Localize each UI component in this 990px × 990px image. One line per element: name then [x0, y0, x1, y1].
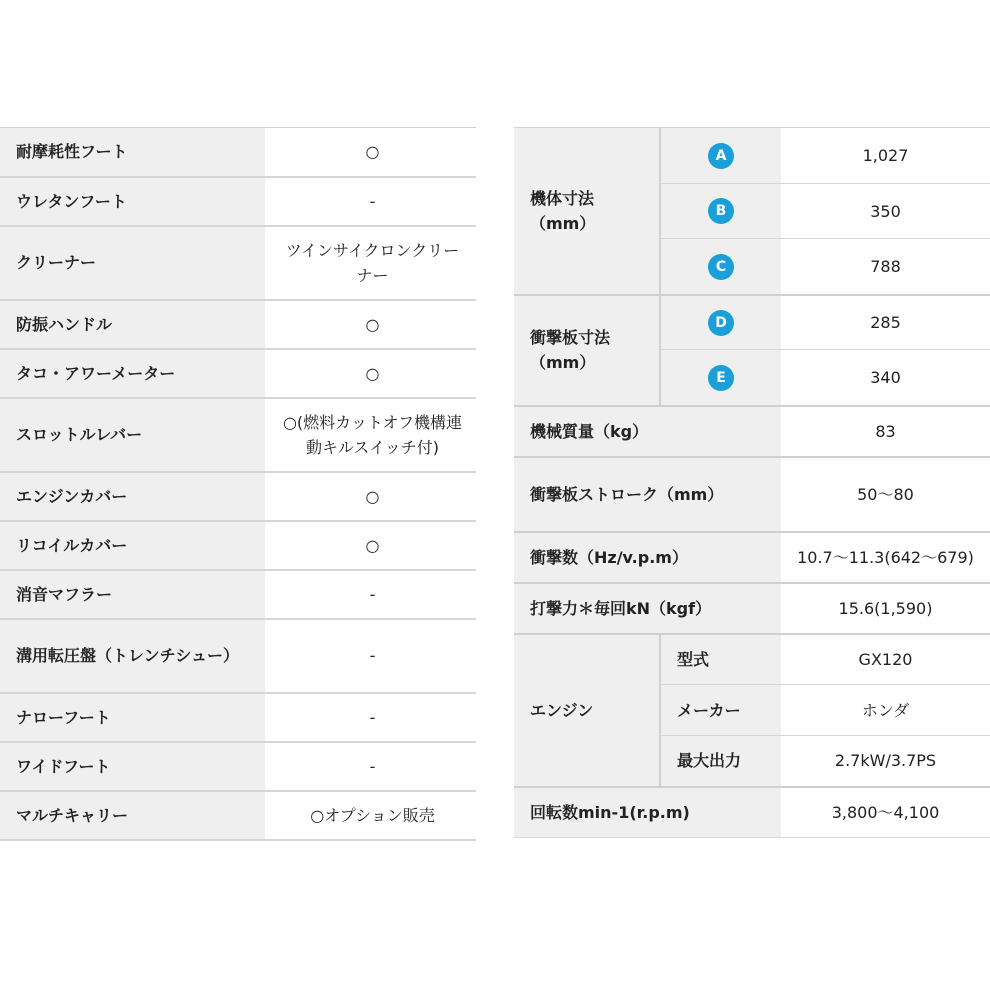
- row-label: スロットルレバー: [0, 398, 265, 472]
- table-row: [0, 742, 476, 791]
- impact-rate-label: 衝撃数（Hz/v.p.m）: [514, 532, 781, 583]
- row-value: ○: [265, 128, 476, 177]
- row-value: ○(燃料カットオフ機構連動キルスイッチ付): [265, 398, 476, 472]
- row-label: 溝用転圧盤（トレンチシュー）: [0, 619, 265, 693]
- spec-table: [514, 127, 990, 838]
- row-label: 耐摩耗性フート: [0, 128, 265, 177]
- stroke-label: 衝撃板ストローク（mm）: [514, 457, 781, 532]
- impact-force-label: 打撃力＊毎回kN（kgf）: [514, 583, 781, 634]
- dimension-marker: [660, 128, 781, 184]
- table-row: [514, 457, 990, 532]
- dimension-marker: [660, 350, 781, 406]
- row-label: 防振ハンドル: [0, 300, 265, 349]
- dimension-marker: [660, 239, 781, 295]
- engine-model-label: 型式: [660, 634, 781, 685]
- rpm-label: 回転数min-1(r.p.m): [514, 787, 781, 838]
- table-row: [0, 226, 476, 300]
- row-value: ○オプション販売: [265, 791, 476, 840]
- badge-c: C: [708, 254, 734, 280]
- row-label: ウレタンフート: [0, 177, 265, 226]
- row-value: ○: [265, 349, 476, 398]
- table-row: [0, 472, 476, 521]
- row-label: タコ・アワーメーター: [0, 349, 265, 398]
- table-row: [0, 349, 476, 398]
- row-value: 1,027: [781, 128, 990, 184]
- dimension-marker: [660, 295, 781, 350]
- engine-output-value: 2.7kW/3.7PS: [781, 736, 990, 787]
- badge-b: B: [708, 198, 734, 224]
- engine-maker-label: メーカー: [660, 685, 781, 736]
- row-value: 350: [781, 184, 990, 239]
- row-label: マルチキャリー: [0, 791, 265, 840]
- dimension-marker: [660, 184, 781, 239]
- row-value: ○: [265, 300, 476, 349]
- equipment-table: [0, 127, 476, 841]
- row-value: 788: [781, 239, 990, 295]
- row-value: ツインサイクロンクリーナー: [265, 226, 476, 300]
- row-label: ナローフート: [0, 693, 265, 742]
- impact-rate-value: 10.7～11.3(642～679): [781, 532, 990, 583]
- row-label: リコイルカバー: [0, 521, 265, 570]
- row-value: -: [265, 619, 476, 693]
- badge-d: D: [708, 310, 734, 336]
- row-value: -: [265, 693, 476, 742]
- row-value: 285: [781, 295, 990, 350]
- row-label: ワイドフート: [0, 742, 265, 791]
- table-row: [0, 570, 476, 619]
- plate-dimensions-label: 衝撃板寸法（mm）: [514, 295, 660, 406]
- engine-label: エンジン: [514, 634, 660, 787]
- table-row: [0, 521, 476, 570]
- stroke-value: 50～80: [781, 457, 990, 532]
- row-label: クリーナー: [0, 226, 265, 300]
- table-row: [0, 398, 476, 472]
- engine-output-label: 最大出力: [660, 736, 781, 787]
- rpm-value: 3,800～4,100: [781, 787, 990, 838]
- table-row: [514, 532, 990, 583]
- table-row: [0, 177, 476, 226]
- table-row: [514, 295, 990, 350]
- badge-a: A: [708, 143, 734, 169]
- table-row: [514, 787, 990, 838]
- row-value: -: [265, 177, 476, 226]
- row-value: ○: [265, 472, 476, 521]
- row-value: -: [265, 570, 476, 619]
- badge-e: E: [708, 365, 734, 391]
- impact-force-value: 15.6(1,590): [781, 583, 990, 634]
- row-value: -: [265, 742, 476, 791]
- table-row: [0, 128, 476, 177]
- table-row: [514, 583, 990, 634]
- table-row: [514, 128, 990, 184]
- table-row: [0, 791, 476, 840]
- mass-label: 機械質量（kg）: [514, 406, 781, 457]
- row-label: エンジンカバー: [0, 472, 265, 521]
- row-value: ○: [265, 521, 476, 570]
- body-dimensions-label: 機体寸法（mm）: [514, 128, 660, 295]
- table-row: [0, 300, 476, 349]
- row-value: 340: [781, 350, 990, 406]
- engine-model-value: GX120: [781, 634, 990, 685]
- table-row: [0, 693, 476, 742]
- engine-maker-value: ホンダ: [781, 685, 990, 736]
- table-row: [514, 406, 990, 457]
- mass-value: 83: [781, 406, 990, 457]
- row-label: 消音マフラー: [0, 570, 265, 619]
- table-row: [0, 619, 476, 693]
- table-row: [514, 634, 990, 685]
